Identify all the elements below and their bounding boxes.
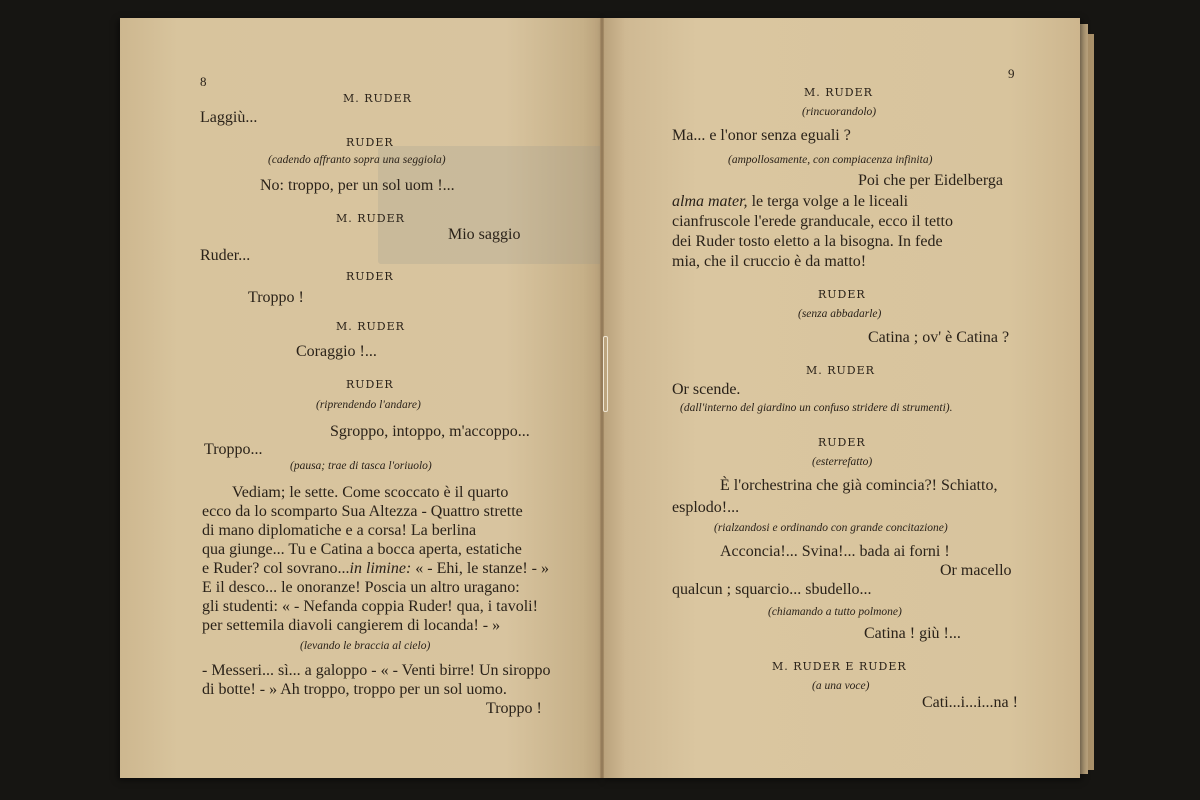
verse-line: di botte! - » Ah troppo, troppo per un sol uomo. — [202, 681, 507, 698]
verse-line: Ruder... — [200, 247, 251, 264]
speaker-label: RUDER — [346, 136, 394, 149]
latin-phrase: alma mater, — [672, 193, 748, 210]
stage-direction: (a una voce) — [812, 680, 870, 692]
speaker-label: RUDER — [818, 288, 866, 301]
verse-line: E il desco... le onoranze! Poscia un altro uragano: — [202, 579, 520, 596]
verse-line: gli studenti: « - Nefanda coppia Ruder! qua, i tavoli! — [202, 598, 538, 615]
verse-segment: « - Ehi, le stanze! - » — [411, 560, 550, 577]
stage-direction: (levando le braccia al cielo) — [300, 640, 431, 652]
stage-direction: (pausa; trae di tasca l'oriuolo) — [290, 460, 432, 472]
page-number: 8 — [200, 74, 207, 89]
verse-line — [202, 559, 549, 579]
speaker-label: RUDER — [818, 436, 866, 449]
verse-line: Acconcia!... Svina!... bada ai forni ! — [720, 543, 950, 560]
speaker-label: M. RUDER — [336, 320, 405, 333]
verse-segment: le terga volge a le liceali — [747, 193, 909, 210]
stage-direction: (chiamando a tutto polmone) — [768, 606, 902, 618]
speaker-label: RUDER — [346, 270, 394, 283]
right-page — [602, 18, 1080, 778]
stage-direction: (senza abbadarle) — [798, 308, 882, 320]
page-number: 9 — [1008, 66, 1015, 81]
binding-stitch — [603, 336, 608, 412]
verse-line: Catina ; ov' è Catina ? — [868, 329, 1010, 346]
verse-line: mia, che il cruccio è da matto! — [672, 253, 867, 270]
speaker-label: M. RUDER E RUDER — [772, 660, 907, 673]
stage-direction: (rincuorandolo) — [802, 106, 877, 118]
verse-line: Cati...i...i...na ! — [922, 694, 1018, 711]
stage-direction: (dall'interno del giardino un confuso stridere di strumenti). — [680, 402, 953, 414]
verse-line: ecco da lo scomparto Sua Altezza - Quattro strette — [202, 503, 523, 520]
verse-line: No: troppo, per un sol uom !... — [260, 177, 455, 194]
page-edge — [1080, 24, 1088, 774]
stage-direction: (ampollosamente, con compiacenza infinita) — [728, 154, 933, 166]
page-edge — [1088, 34, 1094, 770]
verse-line: Laggiù... — [200, 109, 258, 126]
verse-segment: e Ruder? col sovrano... — [202, 560, 350, 577]
verse-line: qualcun ; squarcio... sbudello... — [672, 581, 872, 598]
verse-line: Coraggio !... — [296, 343, 377, 360]
verse-line: di mano diplomatiche e a corsa! La berlina — [202, 522, 477, 539]
verse-line: Sgroppo, intoppo, m'accoppo... — [330, 423, 530, 440]
stage-direction: (cadendo affranto sopra una seggiola) — [268, 154, 446, 166]
left-page — [120, 18, 602, 778]
verse-line: Troppo ! — [486, 700, 542, 717]
stage-direction: (riprendendo l'andare) — [316, 399, 421, 411]
verse-line: Troppo ! — [248, 289, 304, 306]
verse-line: Ma... e l'onor senza eguali ? — [672, 127, 851, 144]
verse-line: Catina ! giù !... — [864, 625, 961, 642]
speaker-label: RUDER — [346, 378, 394, 391]
verse-line: Or macello — [940, 562, 1012, 579]
verse-line: Vediam; le sette. Come scoccato è il quarto — [232, 484, 509, 501]
verse-line: È l'orchestrina che già comincia?! Schiatto, — [720, 477, 998, 494]
verse-line: Troppo... — [204, 441, 263, 458]
speaker-label: M. RUDER — [806, 364, 875, 377]
verse-line: cianfruscole l'erede granducale, ecco il tetto — [672, 213, 953, 230]
speaker-label: M. RUDER — [336, 212, 405, 225]
verse-line: esplodo!... — [672, 499, 740, 516]
verse-line: Mio saggio — [448, 226, 521, 243]
verse-line: qua giunge... Tu e Catina a bocca aperta, estatiche — [202, 541, 522, 558]
speaker-label: M. RUDER — [804, 86, 873, 99]
verse-line: Or scende. — [672, 381, 741, 398]
stage-direction: (esterrefatto) — [812, 456, 873, 468]
verse-line — [672, 192, 908, 212]
verse-line: per settemila diavoli cangierem di locanda! - » — [202, 617, 501, 634]
verse-line: - Messeri... sì... a galoppo - « - Venti birre! Un siroppo — [202, 662, 551, 679]
speaker-label: M. RUDER — [343, 92, 412, 105]
latin-phrase: in limine: — [349, 560, 412, 577]
verse-line: Poi che per Eidelberga — [858, 172, 1003, 189]
verse-line: dei Ruder tosto eletto a la bisogna. In fede — [672, 233, 943, 250]
stage-direction: (rialzandosi e ordinando con grande concitazione) — [714, 522, 948, 534]
